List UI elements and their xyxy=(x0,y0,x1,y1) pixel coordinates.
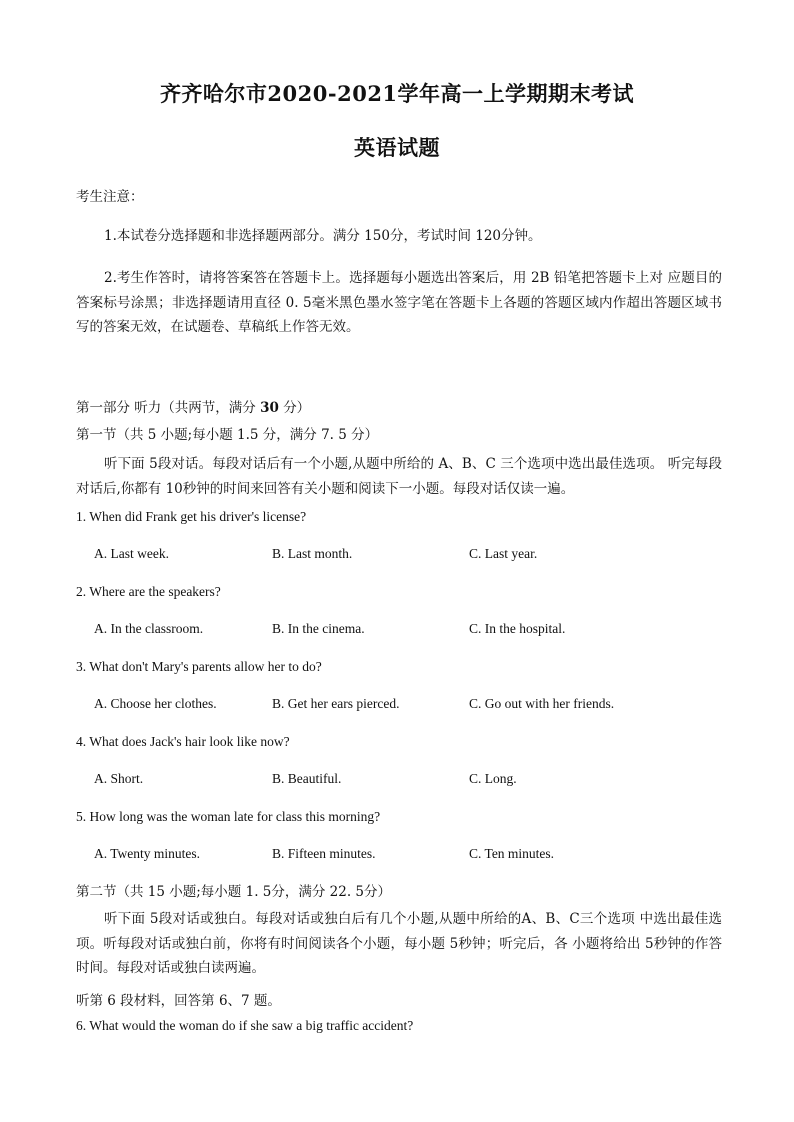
option-a: A. Choose her clothes. xyxy=(94,696,217,711)
exam-subtitle: 英语试题 xyxy=(354,135,440,160)
option-a: A. Twenty minutes. xyxy=(94,846,201,861)
question-stem: 6. What would the woman do if she saw a big traffic accident? xyxy=(76,1018,414,1033)
section1-heading: 第一节（共 5 小题;每小题 1.5 分，满分 7. 5 分） xyxy=(76,427,379,443)
part1-heading-score: 30 xyxy=(260,400,279,416)
option-b: B. Get her ears pierced. xyxy=(272,696,400,711)
option-b: B. In the cinema. xyxy=(272,621,365,636)
question-stem: 5. How long was the woman late for class this morning? xyxy=(76,809,381,824)
option-c: C. Ten minutes. xyxy=(469,846,555,861)
question-stem: 1. When did Frank get his driver's license? xyxy=(76,509,307,524)
section1-instructions: 听下面 5段对话。每段对话后有一个小题,从题中所给的 A、B、C 三个选项中选出最佳选项。 听完每段对话后,你都有 10秒钟的时间来回答有关小题和阅读下一小题。每段对话仅读一遍。 xyxy=(76,456,722,497)
option-c: C. Long. xyxy=(469,771,517,786)
option-a: A. Short. xyxy=(94,771,144,786)
notice-item-1: 1.本试卷分选择题和非选择题两部分。满分 150分，考试时间 120分钟。 xyxy=(104,228,542,244)
section2-instructions: 听下面 5段对话或独白。每段对话或独白后有几个小题,从题中所给的A、B、C三个选项 中选出最佳选项。听每段对话或独白前，你将有时间阅读各个小题，每小题 5秒钟；听完后，各 小题将给出 5秒钟的作答时间。每段对话或独白读两遍。 xyxy=(76,911,722,976)
part1-heading-suffix: 分） xyxy=(283,400,311,416)
option-b: B. Fifteen minutes. xyxy=(272,846,376,861)
option-a: A. In the classroom. xyxy=(94,621,204,636)
option-c: C. Last year. xyxy=(469,546,538,561)
notice-label: 考生注意： xyxy=(76,189,144,205)
option-c: C. Go out with her friends. xyxy=(469,696,615,711)
option-b: B. Beautiful. xyxy=(272,771,342,786)
part1-heading-prefix: 第一部分 听力（共两节，满分 xyxy=(76,400,256,416)
question-stem: 2. Where are the speakers? xyxy=(76,584,221,599)
section2-heading: 第二节（共 15 小题;每小题 1. 5分，满分 22. 5分） xyxy=(76,884,392,900)
part1-heading xyxy=(76,397,726,419)
notice-item-2: 2.考生作答时，请将答案答在答题卡上。选择题每小题选出答案后，用 2B 铅笔把答题卡上对 应题目的答案标号涂黑；非选择题请用直径 0. 5毫米黑色墨水签字笔在答题卡上各题的答题区域内作超出答题区域书写的答案无效，在试题卷、草稿纸上作答无效。 xyxy=(76,270,722,335)
option-b: B. Last month. xyxy=(272,546,353,561)
question-stem: 3. What don't Mary's parents allow her to do? xyxy=(76,659,322,674)
question-stem: 4. What does Jack's hair look like now? xyxy=(76,734,290,749)
exam-title: 齐齐哈尔市2020-2021学年高一上学期期末考试 xyxy=(159,81,635,106)
option-a: A. Last week. xyxy=(94,546,169,561)
option-c: C. In the hospital. xyxy=(469,621,566,636)
material-prompt: 听第 6 段材料，回答第 6、7 题。 xyxy=(76,993,281,1009)
